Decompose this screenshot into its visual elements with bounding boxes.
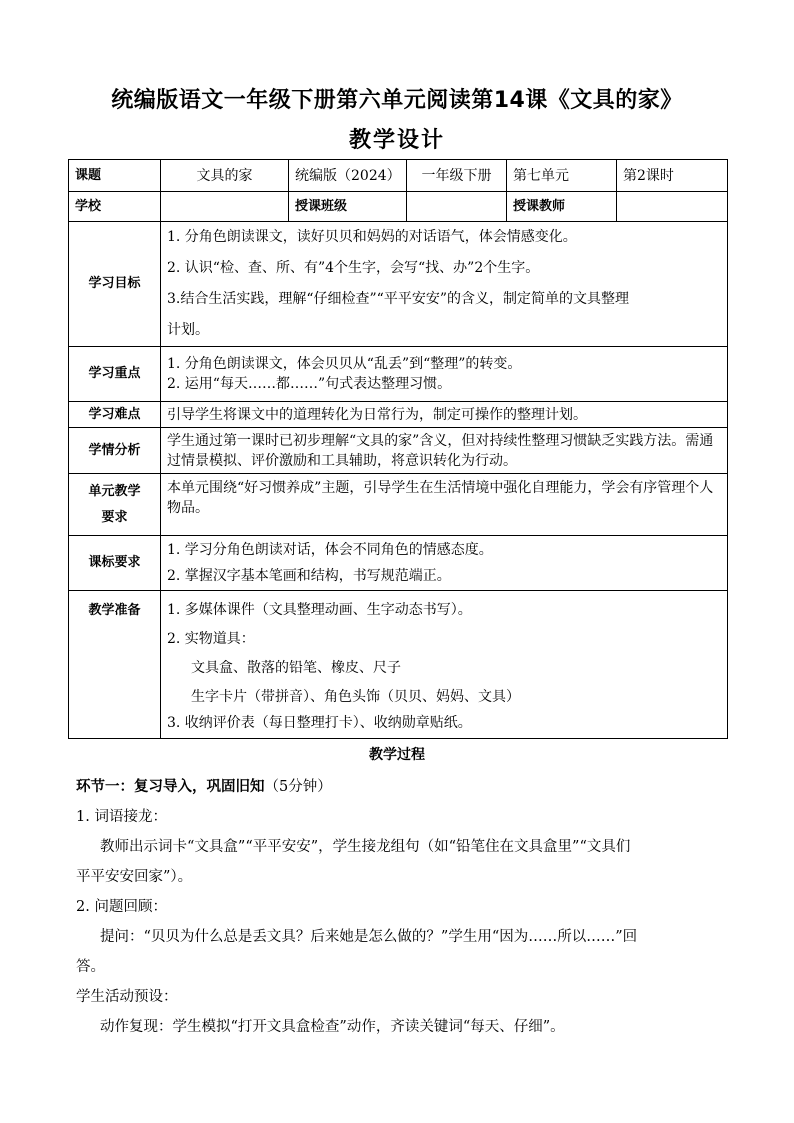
item1-text-line-1: 教师出示词卡“文具盒”“平平安安”，学生接龙组句（如“铅笔住在文具盒里”“文具们	[100, 839, 631, 855]
step1-time: （5分钟）	[264, 779, 332, 795]
table-row-difficulties	[69, 402, 728, 428]
cell-standards-label: 课标要求	[69, 536, 161, 591]
cell-period: 第2课时	[617, 160, 728, 192]
key-point-line-1: 1. 分角色朗读课文，体会贝贝从“乱丢”到“整理”的转变。	[167, 356, 522, 372]
cell-class-label: 授课班级	[289, 192, 407, 222]
activity-label: 学生活动预设：	[76, 989, 178, 1005]
goal-line-2: 2. 认识“检、查、所、有”4个生字，会写“找、办”2个生字。	[167, 260, 540, 276]
cell-teacher-value[interactable]	[617, 192, 728, 222]
cell-unit-req-content: 本单元围绕“好习惯养成”主题，引导学生在生活情境中强化自理能力，学会有序管理个人物品。	[161, 474, 728, 536]
cell-analysis-label: 学情分析	[69, 428, 161, 474]
cell-preparation-content	[161, 591, 728, 739]
table-row-goals	[69, 222, 728, 347]
cell-edition: 统编版（2024）	[289, 160, 407, 192]
step1-heading	[76, 772, 726, 802]
cell-topic-value: 文具的家	[161, 160, 289, 192]
cell-goals-label: 学习目标	[69, 222, 161, 347]
goal-line-4: 计划。	[167, 322, 209, 338]
item2-heading: 2. 问题回顾：	[76, 899, 167, 915]
cell-topic-label: 课题	[69, 160, 161, 192]
prep-line-1: 1. 多媒体课件（文具整理动画、生字动态书写）。	[167, 601, 472, 618]
document-subtitle: 教学设计	[348, 128, 445, 153]
goal-line-1: 1. 分角色朗读课文，读好贝贝和妈妈的对话语气，体会情感变化。	[167, 229, 577, 245]
cell-grade: 一年级下册	[407, 160, 507, 192]
cell-unit-req-label	[69, 474, 161, 536]
cell-key-points-content	[161, 347, 728, 402]
unit-req-label-line-2: 要求	[101, 509, 128, 525]
table-row-analysis	[69, 428, 728, 474]
table-row-standards	[69, 536, 728, 591]
table-row-header	[69, 160, 728, 192]
prep-line-4: 生字卡片（带拼音）、角色头饰（贝贝、妈妈、文具）	[191, 688, 520, 705]
cell-school-value[interactable]	[161, 192, 289, 222]
table-row-preparation	[69, 591, 728, 739]
goal-line-3: 3.结合生活实践，理解“仔细检查”“平平安安”的含义，制定简单的文具整理	[167, 291, 629, 307]
cell-class-value[interactable]	[407, 192, 507, 222]
cell-unit: 第七单元	[507, 160, 617, 192]
process-heading: 教学过程	[369, 747, 425, 763]
process-body	[76, 772, 726, 1042]
cell-key-points-label: 学习重点	[69, 347, 161, 402]
standard-line-1: 1. 学习分角色朗读对话，体会不同角色的情感态度。	[167, 542, 493, 558]
item2-text-line-1: 提问：“贝贝为什么总是丢文具？后来她是怎么做的？”学生用“因为……所以……”回	[100, 929, 638, 945]
lesson-plan-table	[68, 159, 728, 739]
standard-line-2: 2. 掌握汉字基本笔画和结构，书写规范端正。	[167, 568, 451, 584]
cell-preparation-label: 教学准备	[69, 591, 161, 739]
activity-text: 动作复现：学生模拟“打开文具盒检查”动作，齐读关键词“每天、仔细”。	[100, 1019, 565, 1035]
table-row-school	[69, 192, 728, 222]
key-point-line-2: 2. 运用“每天……都……”句式表达整理习惯。	[167, 376, 452, 392]
table-row-unit-requirements	[69, 474, 728, 536]
item1-text-line-2: 平平安安回家”）。	[76, 869, 193, 885]
table-row-key-points	[69, 347, 728, 402]
item1-heading: 1. 词语接龙：	[76, 809, 167, 825]
cell-goals-content	[161, 222, 728, 347]
unit-req-label-line-1: 单元教学	[88, 483, 141, 499]
cell-analysis-content: 学生通过第一课时已初步理解“文具的家”含义，但对持续性整理习惯缺乏实践方法。需通过情景模拟、评价激励和工具辅助，将意识转化为行动。	[161, 428, 728, 474]
prep-line-5: 3. 收纳评价表（每日整理打卡）、收纳勋章贴纸。	[167, 714, 472, 731]
item2-text-line-2: 答。	[76, 959, 105, 975]
document-title: 统编版语文一年级下册第六单元阅读第14课《文具的家》	[111, 88, 683, 113]
cell-teacher-label: 授课教师	[507, 192, 617, 222]
cell-standards-content	[161, 536, 728, 591]
prep-line-2: 2. 实物道具：	[167, 630, 255, 647]
prep-line-3: 文具盒、散落的铅笔、橡皮、尺子	[191, 659, 401, 676]
cell-school-label: 学校	[69, 192, 161, 222]
cell-difficulties-label: 学习难点	[69, 402, 161, 428]
step1-title: 环节一：复习导入，巩固旧知	[76, 779, 265, 795]
cell-difficulties-content: 引导学生将课文中的道理转化为日常行为，制定可操作的整理计划。	[161, 402, 728, 428]
